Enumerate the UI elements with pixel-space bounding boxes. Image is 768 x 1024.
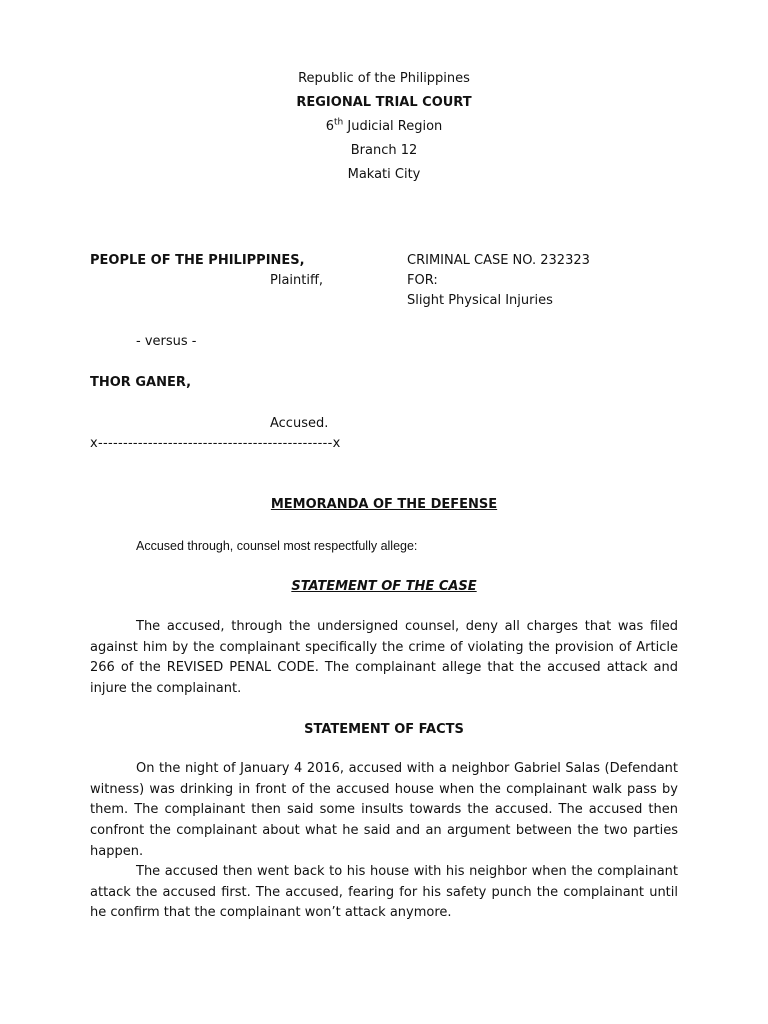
- accused-name: THOR GANER,: [90, 375, 192, 390]
- facts-paragraph-1: On the night of January 4 2016, accused with a neighbor Gabriel Salas (Defendant witness) was drinking in front of the accused house when the complainant walk pass by them. The complainant then said some insults towards the accused. The accused then confront the complainant about what he said and an argument between the two parties happen.: [90, 761, 678, 859]
- case-heading: STATEMENT OF THE CASE: [291, 579, 477, 594]
- judicial-region: [0, 119, 768, 135]
- intro-line: Accused through, counsel most respectfully allege:: [136, 539, 418, 553]
- caption-divider: x-----------------------------------------------x: [90, 436, 341, 451]
- versus-line: - versus -: [136, 334, 197, 349]
- accused-role: Accused.: [270, 416, 329, 431]
- case-paragraph: The accused, through the undersigned counsel, deny all charges that was filed against him by the complainant specifically the crime of violating the provision of Article 266 of the REVISED PENAL CODE. The complainant allege that the accused attack and injure the complainant.: [90, 619, 678, 697]
- document-title: MEMORANDA OF THE DEFENSE: [270, 497, 498, 512]
- plaintiff-name: PEOPLE OF THE PHILIPPINES,: [90, 253, 305, 268]
- branch-line: Branch 12: [350, 143, 418, 158]
- case-number: CRIMINAL CASE NO. 232323: [407, 253, 590, 268]
- facts-paragraph-2: The accused then went back to his house with his neighbor when the complainant attack the accused first. The accused, fearing for his safety punch the complainant until he confirm that the complainant won’t attack anymore.: [90, 864, 678, 921]
- city-line: Makati City: [347, 167, 421, 182]
- region-ordinal-suffix: th: [334, 117, 344, 128]
- region-text: Judicial Region: [343, 119, 443, 134]
- plaintiff-role: Plaintiff,: [270, 273, 324, 288]
- region-number: 6: [325, 119, 334, 134]
- for-label: FOR:: [407, 273, 438, 288]
- offense: Slight Physical Injuries: [407, 293, 553, 308]
- facts-heading: STATEMENT OF FACTS: [304, 722, 464, 737]
- republic-line: Republic of the Philippines: [298, 71, 470, 86]
- court-name: REGIONAL TRIAL COURT: [296, 95, 472, 110]
